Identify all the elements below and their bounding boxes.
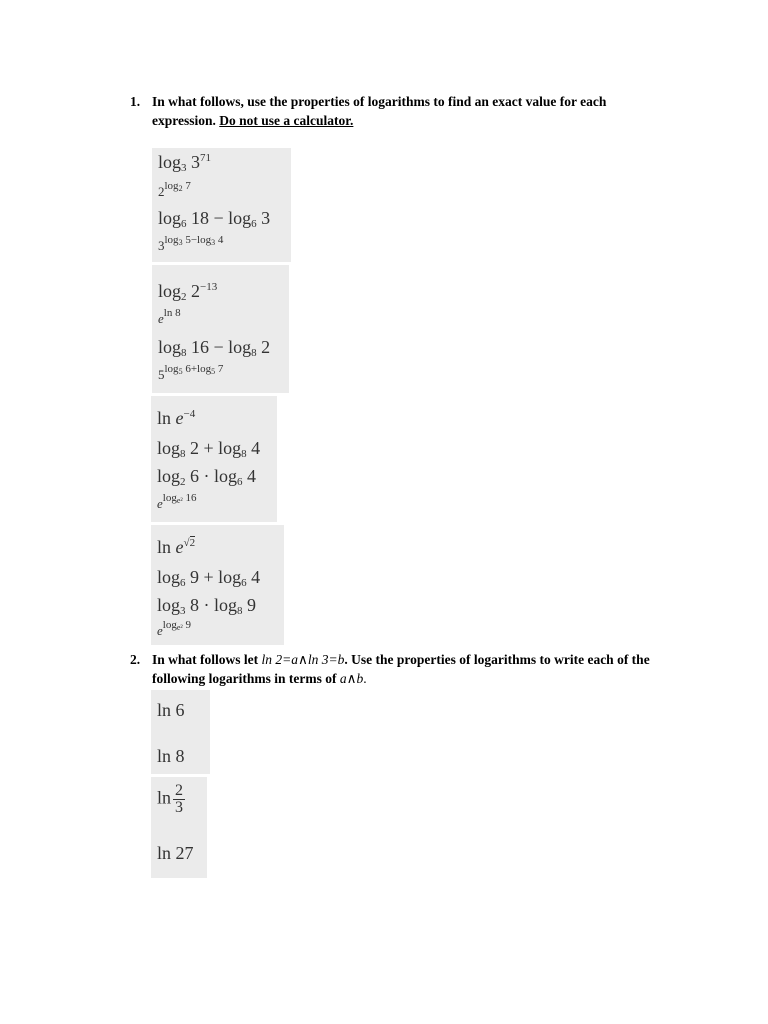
expression: $\log_8 16 - \log_8 2$ <box>158 337 271 359</box>
expression: $\log_2 2^{-13}$ <box>158 281 218 303</box>
expression: $\log_6 9 + \log_6 4$ <box>157 567 261 589</box>
question-number: 1. <box>130 94 141 109</box>
expression: ln 27 <box>157 843 194 863</box>
expression: $2^{log_2 7}$ <box>158 180 191 199</box>
expression-box-2 <box>152 265 289 393</box>
expression-box-1 <box>152 148 291 262</box>
expression: $\ln e^{√2}$ <box>157 537 196 557</box>
expression: $3^{log_3 5-log_3 4}$ <box>158 234 224 253</box>
expression: $\log_3 3^{71}$ <box>158 152 212 174</box>
expression: $\ln e^{-4}$ <box>157 408 196 428</box>
expression: $e^{ln 8}$ <box>158 307 181 326</box>
instruction-text: In what follows, use the properties of logarithms to find an exact value for each expression. <box>152 94 607 128</box>
expression-box-5 <box>151 690 210 774</box>
question-number: 2. <box>130 652 141 667</box>
expression: $e^{log_{e^2} 16}$ <box>157 492 197 511</box>
variable-names: a∧b <box>339 671 364 686</box>
expression-box-4 <box>151 525 284 645</box>
instruction-text: . Use the properties of logarithms to write each of the following logarithms in terms of <box>152 652 650 686</box>
expression: $5^{log_5 6+log_5 7}$ <box>158 363 224 382</box>
question-1 <box>130 92 690 132</box>
expression: $\log_8 2 + \log_8 4$ <box>157 438 261 460</box>
expression: $\log_2 6 \cdot \log_6 4$ <box>157 466 257 488</box>
expression: ln 6 <box>157 700 185 720</box>
question-text <box>152 92 672 130</box>
expression: ln 8 <box>157 746 185 766</box>
expression-box-3 <box>151 396 277 522</box>
expression: $\log_3 8 \cdot \log_8 9$ <box>157 595 257 617</box>
instruction-text: In what follows let <box>152 652 259 667</box>
expression: $e^{log_{e^2} 9}$ <box>157 619 192 638</box>
expression: $\log_6 18 - \log_6 3$ <box>158 208 271 230</box>
expression-box-6 <box>151 777 207 878</box>
variable-definition: ln 2=a∧ln 3=b <box>261 652 345 667</box>
question-2 <box>130 650 690 690</box>
expression: ln $\frac{2}{3}$ <box>157 782 184 816</box>
calculator-warning: Do not use a calculator. <box>219 113 354 128</box>
question-text: In what follows let ln 2=a∧ln 3=b. Use the properties of logarithms to write each of the following logarithms in terms of a∧b. <box>152 652 650 686</box>
